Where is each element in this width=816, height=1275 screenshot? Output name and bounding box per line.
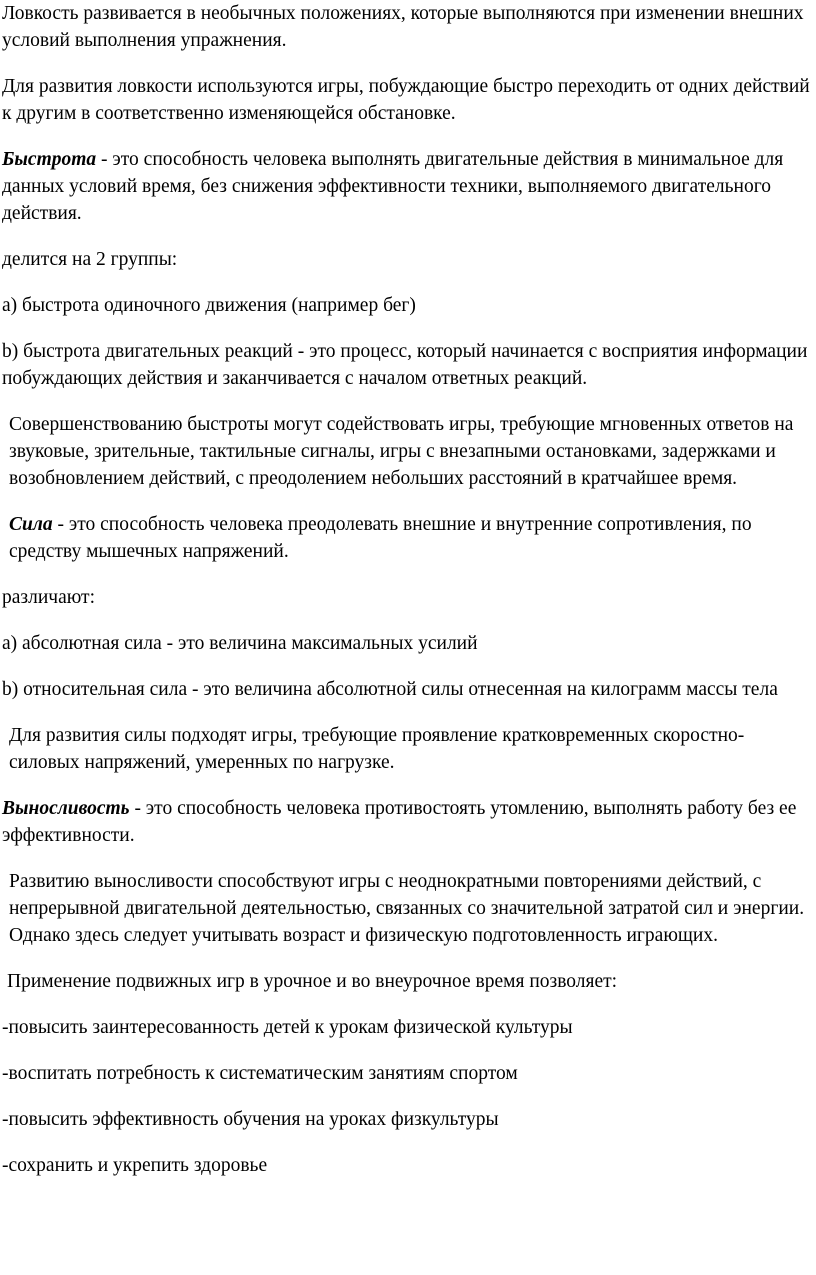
paragraph-agility-conditions: Ловкость развивается в необычных положениях, которые выполняются при изменении внешних условий выполнения упражнения. [2,3,804,51]
paragraph-endurance-definition [2,795,814,849]
term-speed: Быстрота [2,149,97,170]
paragraph-strength-games: Для развития силы подходят игры, требующие проявление кратковременных скоростно-силовых напряжений, умеренных по нагрузке. [9,725,745,773]
list-item-benefit-1: -повысить заинтересованность детей к урокам физической культуры [2,1017,573,1038]
term-strength: Сила [9,514,53,535]
paragraph-speed-definition [2,146,814,227]
paragraph-strength-definition [2,511,814,565]
paragraph-speed-games: Совершенствованию быстроты могут содействовать игры, требующие мгновенных ответов на звуковые, зрительные, тактильные сигналы, игры с внезапными остановками, задержками и возобновлением действий, с преодолением небольших расстояний в кратчайшее время. [9,414,794,489]
paragraph-endurance-games: Развитию выносливости способствуют игры с неоднократными повторениями действий, с непрерывной двигательной деятельностью, связанных со значительной затратой сил и энергии. Однако здесь следует учитывать возраст и физическую подготовленность играющих. [9,871,805,946]
list-item-benefit-2: -воспитать потребность к систематическим занятиям спортом [2,1063,518,1084]
list-item-speed-a: а) быстрота одиночного движения (например бег) [2,295,416,316]
list-item-benefit-3: -повысить эффективность обучения на уроках физкультуры [2,1109,499,1130]
paragraph-games-application: Применение подвижных игр в урочное и во внеурочное время позволяет: [7,971,618,992]
list-item-speed-b: b) быстрота двигательных реакций - это процесс, который начинается с восприятия информации побуждающих действия и заканчивается с началом ответных реакций. [2,341,808,389]
endurance-definition-text: - это способность человека противостоять утомлению, выполнять работу без ее эффективности. [2,798,797,846]
term-endurance: Выносливость [2,798,130,819]
list-item-benefit-4: -сохранить и укрепить здоровье [2,1155,268,1176]
paragraph-agility-games: Для развития ловкости используются игры, побуждающие быстро переходить от одних действий к другим в соответственно изменяющейся обстановке. [2,76,810,124]
strength-definition-text: - это способность человека преодолевать внешние и внутренние сопротивления, по средству мышечных напряжений. [9,514,752,562]
speed-definition-text: - это способность человека выполнять двигательные действия в минимальное для данных условий время, без снижения эффективности техники, выполняемого двигательного действия. [2,149,784,224]
list-item-strength-b: b) относительная сила - это величина абсолютной силы отнесенная на килограмм массы тела [2,679,778,700]
paragraph-speed-groups: делится на 2 группы: [2,249,178,270]
paragraph-strength-distinguish: различают: [2,587,95,608]
list-item-strength-a: а) абсолютная сила - это величина максимальных усилий [2,633,478,654]
